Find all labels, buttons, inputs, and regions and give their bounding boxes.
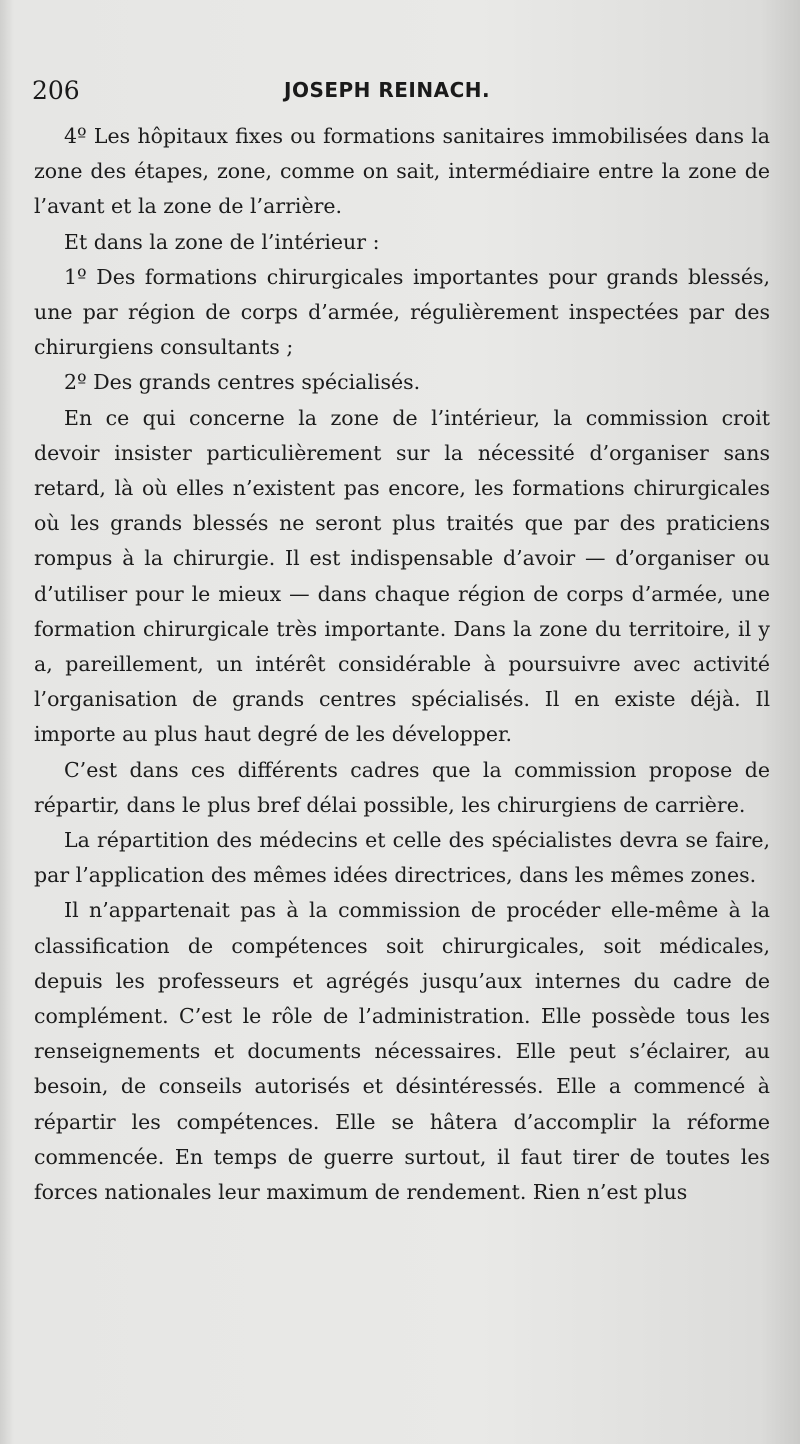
paragraph-physicians-distribution: La répartition des médecins et celle des spécialistes devra se faire, par l’application des mêmes idées directrices, dans les mêmes zones. <box>34 828 770 888</box>
paragraph-surgeons-distribution: C’est dans ces différents cadres que la commission propose de répartir, dans le plus bref délai possible, les chirurgiens de carrière. <box>34 757 770 817</box>
body-text <box>34 119 770 1210</box>
paragraph-interior-zone-intro: Et dans la zone de l’intérieur : <box>64 229 380 254</box>
paragraph-item-4: 4º Les hôpitaux fixes ou formations sanitaires immobilisées dans la zone des étapes, zone, comme on sait, intermédiaire entre la zone de l’avant et la zone de l’arrière. <box>34 124 770 219</box>
paragraph-administration-role: Il n’appartenait pas à la commission de procéder elle-même à la classification de compétences soit chirurgicales, soit médicales, depuis les professeurs et agrégés jusqu’aux internes du cadre de complément. C’est le rôle de l’administration. Elle possède tous les renseignements et documents nécessaires. Elle peut s’éclairer, au besoin, de conseils autorisés et désintéressés. Elle a commencé à répartir les compétences. Elle se hâtera d’accomplir la réforme commencée. En temps de guerre surtout, il faut tirer de toutes les forces nationales leur maximum de rendement. Rien n’est plus <box>34 898 770 1205</box>
paragraph-item-1: 1º Des formations chirurgicales importantes pour grands blessés, une par région de corps d’armée, régulièrement inspectées par des chirurgiens consultants ; <box>34 264 770 360</box>
page-number: 206 <box>32 76 80 105</box>
paragraph-commission-interior: En ce qui concerne la zone de l’intérieur, la commission croit devoir insister particulièrement sur la nécessité d’organiser sans retard, là où elles n’existent pas encore, les formations chirurgicales où les grands blessés ne seront plus traités que par des praticiens rompus à la chirurgie. Il est indispensable d’avoir — d’organiser ou d’utiliser pour le mieux — dans chaque région de corps d’armée, une formation chirurgicale très importante. Dans la zone du territoire, il y a, pareillement, un intérêt considérable à poursuivre avec activité l’organisation de grands centres spécialisés. Il en existe déjà. Il importe au plus haut degré de les développer. <box>34 405 770 747</box>
running-title: JOSEPH REINACH. <box>284 78 491 102</box>
paragraph-item-2: 2º Des grands centres spécialisés. <box>64 370 421 395</box>
running-head <box>32 72 770 108</box>
